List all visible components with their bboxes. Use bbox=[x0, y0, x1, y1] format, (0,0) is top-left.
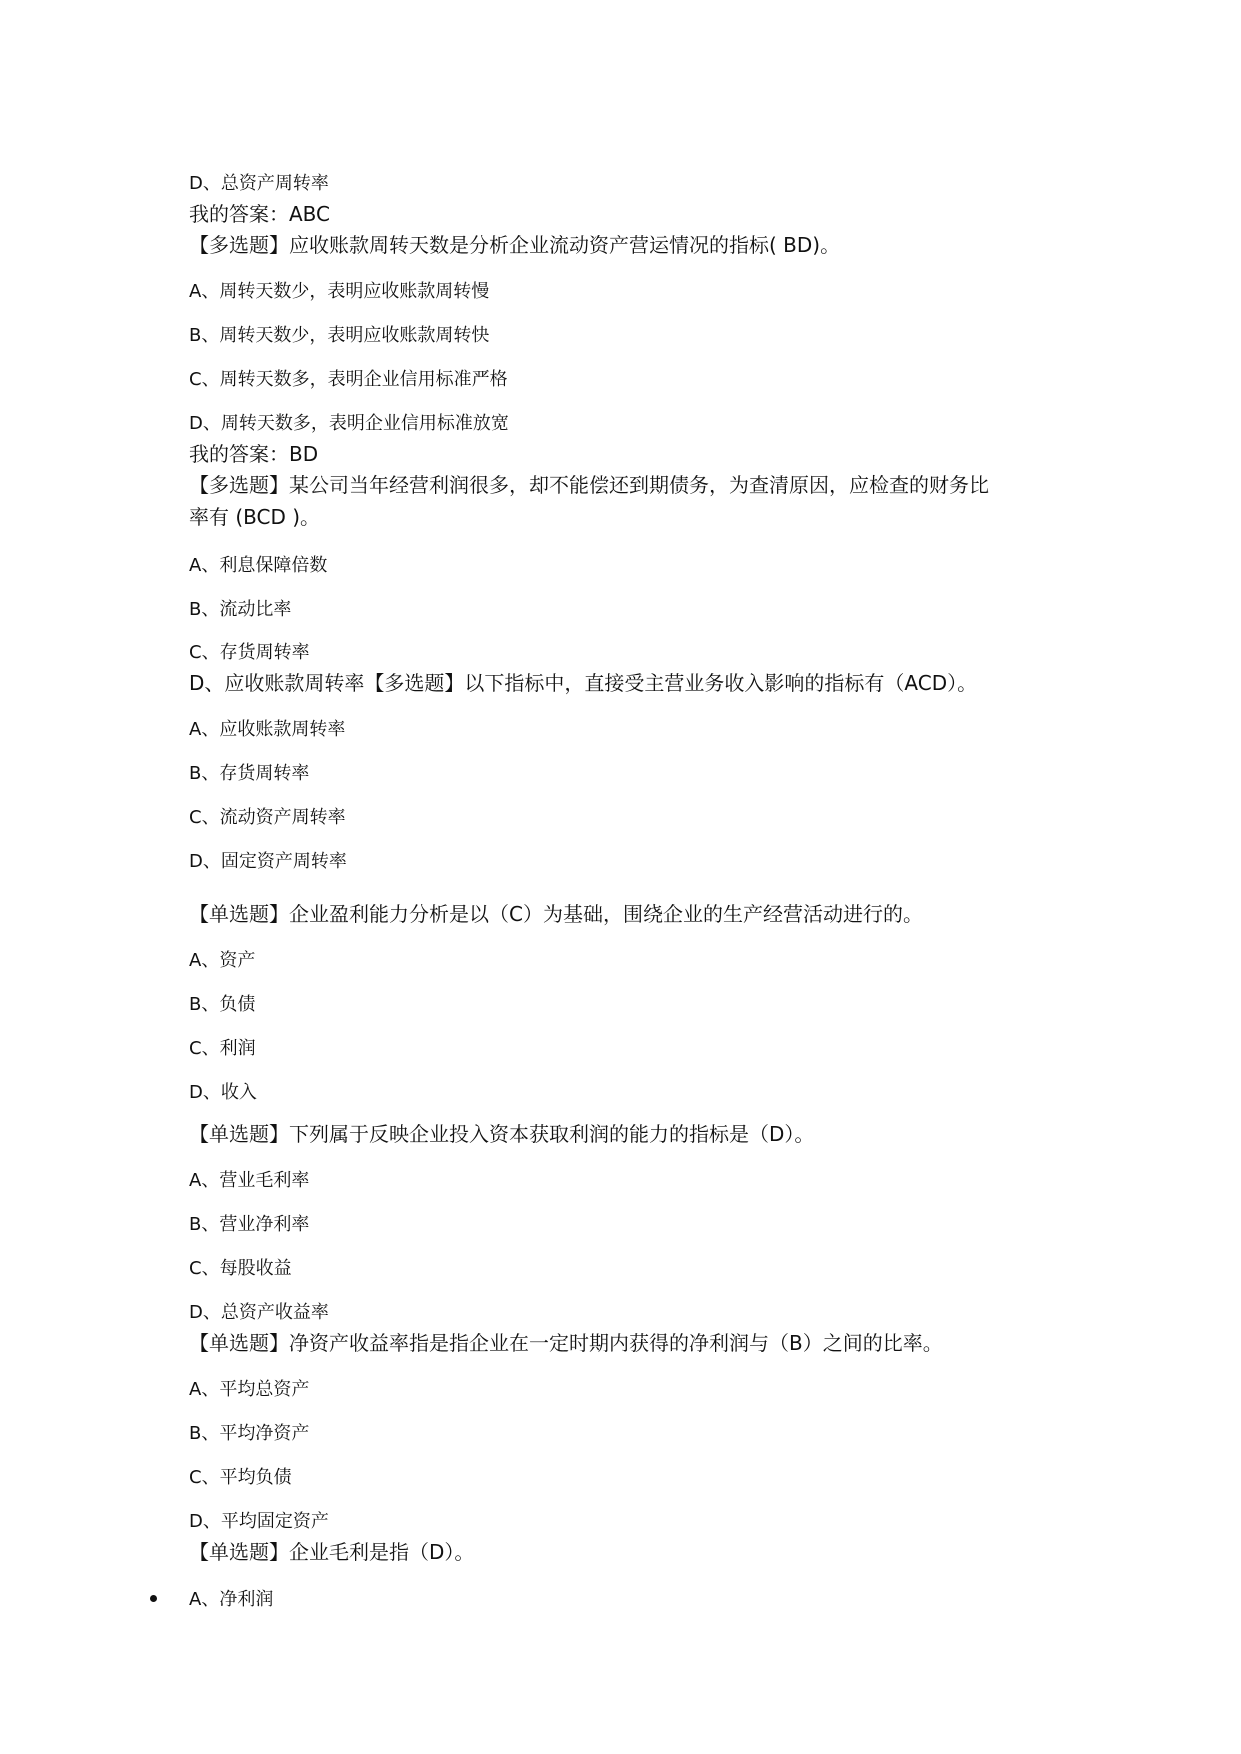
option-line: B、营业净利率 bbox=[189, 1214, 310, 1235]
option-line: B、负债 bbox=[189, 994, 256, 1015]
option-line: A、营业毛利率 bbox=[189, 1170, 310, 1191]
option-line: A、平均总资产 bbox=[189, 1379, 310, 1400]
option-line: B、平均净资产 bbox=[189, 1423, 310, 1444]
option-line: D、收入 bbox=[189, 1082, 257, 1103]
option-line: A、资产 bbox=[189, 950, 256, 971]
option-question-line: D、应收账款周转率【多选题】以下指标中，直接受主营业务收入影响的指标有（ACD）。 bbox=[189, 671, 978, 695]
option-line: B、存货周转率 bbox=[189, 763, 310, 784]
option-line: C、流动资产周转率 bbox=[189, 807, 346, 828]
option-line: B、周转天数少，表明应收账款周转快 bbox=[189, 325, 490, 346]
option-line: C、平均负债 bbox=[189, 1467, 292, 1488]
option-line: D、固定资产周转率 bbox=[189, 851, 347, 872]
question-line: 【多选题】某公司当年经营利润很多，却不能偿还到期债务，为查清原因，应检查的财务比 bbox=[189, 473, 989, 497]
option-line: A、周转天数少，表明应收账款周转慢 bbox=[189, 281, 490, 302]
question-line: 【多选题】应收账款周转天数是分析企业流动资产营运情况的指标( BD)。 bbox=[189, 233, 841, 257]
option-line: B、流动比率 bbox=[189, 599, 292, 620]
option-line: A、净利润 bbox=[189, 1589, 274, 1610]
my-answer-line: 我的答案：BD bbox=[189, 442, 319, 466]
option-line: A、利息保障倍数 bbox=[189, 555, 328, 576]
option-line: C、周转天数多，表明企业信用标准严格 bbox=[189, 369, 508, 390]
question-line: 【单选题】净资产收益率指是指企业在一定时期内获得的净利润与（B）之间的比率。 bbox=[189, 1331, 943, 1355]
my-answer-line: 我的答案：ABC bbox=[189, 202, 331, 226]
question-line-cont: 率有 (BCD )。 bbox=[189, 505, 321, 529]
option-line: C、每股收益 bbox=[189, 1258, 292, 1279]
question-line: 【单选题】下列属于反映企业投入资本获取利润的能力的指标是（D）。 bbox=[189, 1122, 815, 1146]
option-line: A、应收账款周转率 bbox=[189, 719, 346, 740]
option-line: C、存货周转率 bbox=[189, 642, 310, 663]
question-line: 【单选题】企业毛利是指（D）。 bbox=[189, 1540, 475, 1564]
option-line: C、利润 bbox=[189, 1038, 256, 1059]
option-line: D、平均固定资产 bbox=[189, 1511, 329, 1532]
list-bullet-icon bbox=[150, 1595, 157, 1602]
option-line: D、总资产周转率 bbox=[189, 173, 329, 194]
question-line: 【单选题】企业盈利能力分析是以（C）为基础，围绕企业的生产经营活动进行的。 bbox=[189, 902, 923, 926]
option-line: D、周转天数多，表明企业信用标准放宽 bbox=[189, 413, 509, 434]
option-line: D、总资产收益率 bbox=[189, 1302, 329, 1323]
